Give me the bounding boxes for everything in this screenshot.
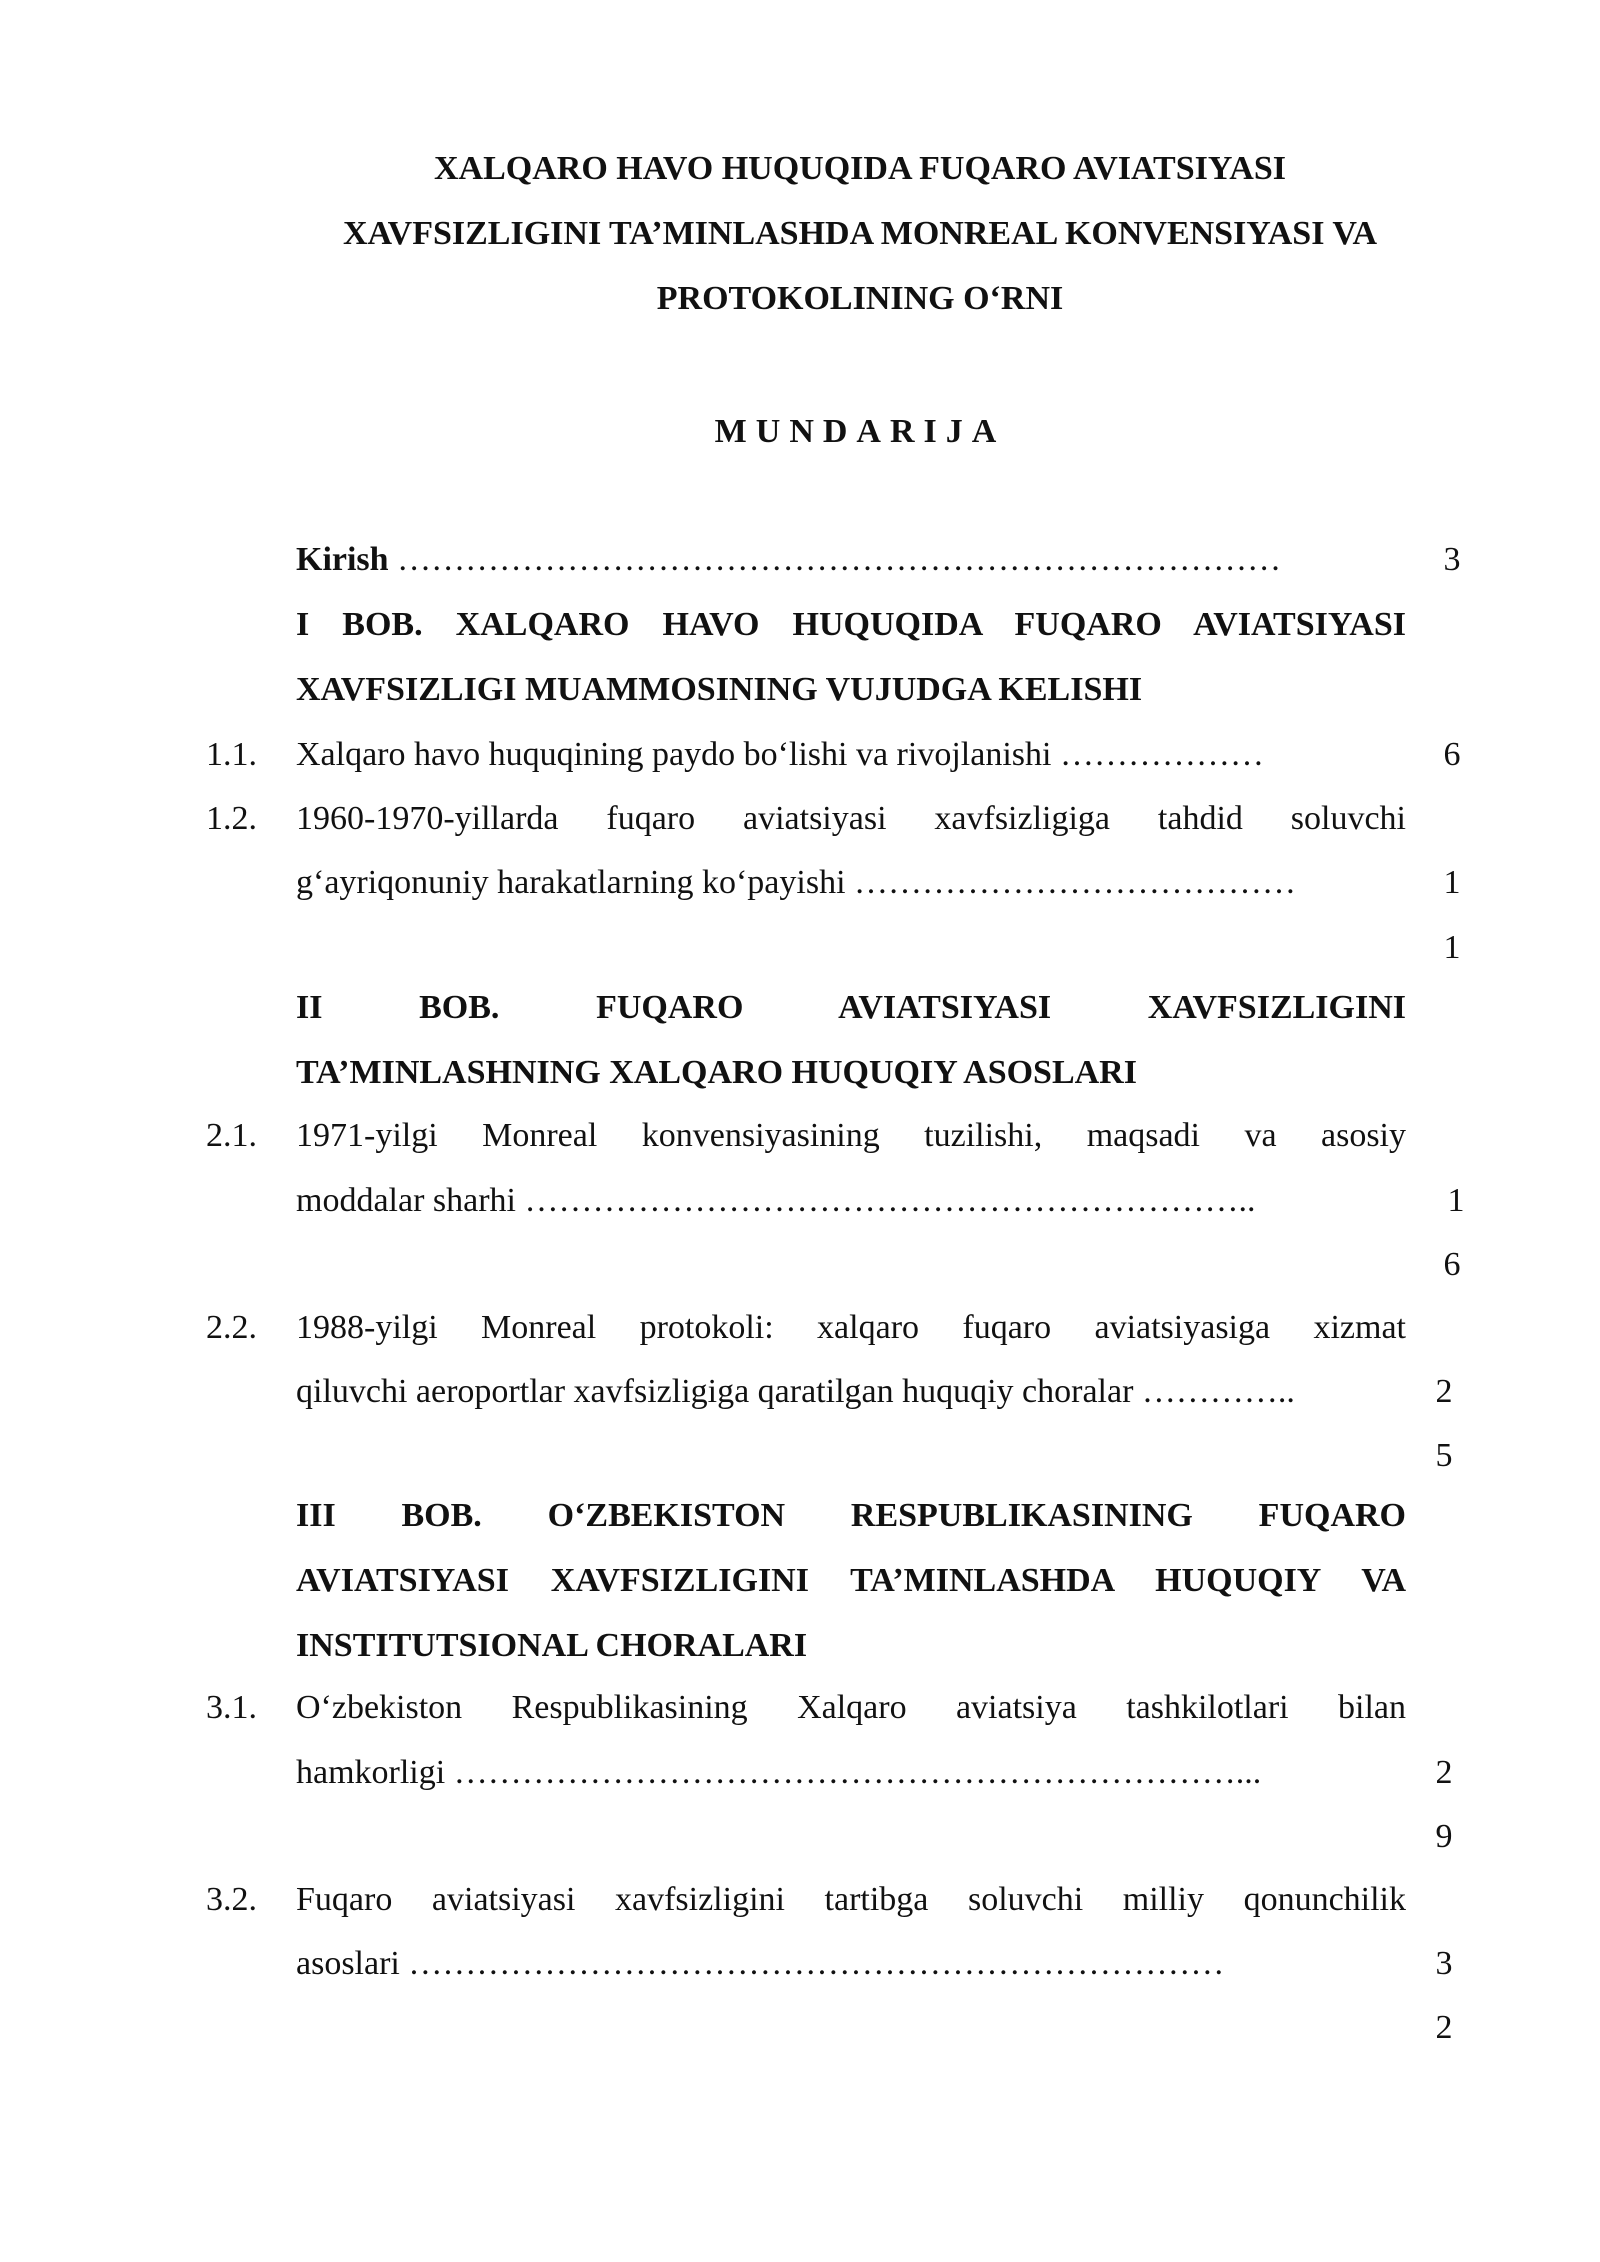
- toc-section-2-2-number: 2.2.: [206, 1309, 257, 1346]
- toc-section-3-1-line-2[interactable]: hamkorligi ……………………………………………………………...: [296, 1754, 1262, 1791]
- toc-chapter-1-line-2[interactable]: XAVFSIZLIGI MUAMMOSINING VUJUDGA KELISHI: [296, 671, 1143, 708]
- toc-chapter-3-line-2[interactable]: AVIATSIYASI XAVFSIZLIGINI TA’MINLASHDA HUQUQIY VA: [296, 1562, 1406, 1599]
- toc-intro-dots: ……………………………………………………………………: [388, 541, 1282, 578]
- toc-heading: MUNDARIJA: [714, 413, 1006, 450]
- toc-section-2-2-line-1[interactable]: 1988-yilgi Monreal protokoli: xalqaro fuqaro aviatsiyasiga xizmat: [296, 1309, 1406, 1346]
- toc-section-2-1-number: 2.1.: [206, 1117, 257, 1154]
- toc-intro-label: Kirish: [296, 541, 389, 578]
- toc-section-1-1-page: 6: [1443, 736, 1461, 773]
- toc-section-1-2-number: 1.2.: [206, 800, 257, 837]
- toc-section-2-1-line-2[interactable]: moddalar sharhi ………………………………………………………..: [296, 1182, 1256, 1219]
- document-title-line-2: XAVFSIZLIGINI TA’MINLASHDA MONREAL KONVENSIYASI VA: [342, 215, 1378, 252]
- toc-section-1-1-number: 1.1.: [206, 736, 257, 773]
- toc-section-1-2-page-digit-2: 1: [1443, 929, 1461, 966]
- toc-entry-intro[interactable]: [296, 541, 1406, 579]
- toc-section-2-2-line-2[interactable]: qiluvchi aeroportlar xavfsizligiga qaratilgan huquqiy choralar …………..: [296, 1373, 1295, 1410]
- toc-section-3-1-line-1[interactable]: O‘zbekiston Respublikasining Xalqaro aviatsiya tashkilotlari bilan: [296, 1689, 1406, 1726]
- toc-section-1-2-line-2[interactable]: g‘ayriqonuniy harakatlarning ko‘payishi …………………………………: [296, 864, 1297, 901]
- toc-section-1-2-page-digit-1: 1: [1443, 864, 1461, 901]
- toc-chapter-1-line-1[interactable]: I BOB. XALQARO HAVO HUQUQIDA FUQARO AVIATSIYASI: [296, 606, 1406, 643]
- toc-section-2-2-page-digit-1: 2: [1435, 1373, 1453, 1410]
- toc-section-3-2-line-2[interactable]: asoslari ………………………………………………………………: [296, 1945, 1225, 1982]
- toc-section-1-2-line-1[interactable]: 1960-1970-yillarda fuqaro aviatsiyasi xavfsizligiga tahdid soluvchi: [296, 800, 1406, 837]
- toc-chapter-3-line-1[interactable]: III BOB. O‘ZBEKISTON RESPUBLIKASINING FUQARO: [296, 1497, 1406, 1534]
- toc-section-2-1-page-digit-1: 1: [1447, 1182, 1465, 1219]
- toc-section-1-1[interactable]: Xalqaro havo huquqining paydo bo‘lishi va rivojlanishi ………………: [296, 736, 1264, 773]
- toc-chapter-2-line-2[interactable]: TA’MINLASHNING XALQARO HUQUQIY ASOSLARI: [296, 1054, 1137, 1091]
- toc-section-3-2-page-digit-1: 3: [1435, 1945, 1453, 1982]
- toc-section-3-1-page-digit-2: 9: [1435, 1818, 1453, 1855]
- toc-section-3-1-number: 3.1.: [206, 1689, 257, 1726]
- document-title-line-1: XALQARO HAVO HUQUQIDA FUQARO AVIATSIYASI: [433, 150, 1286, 187]
- toc-section-3-2-line-1[interactable]: Fuqaro aviatsiyasi xavfsizligini tartibga soluvchi milliy qonunchilik: [296, 1881, 1406, 1918]
- toc-section-2-1-page-digit-2: 6: [1443, 1246, 1461, 1283]
- toc-chapter-3-line-3[interactable]: INSTITUTSIONAL CHORALARI: [296, 1627, 808, 1664]
- toc-section-2-2-page-digit-2: 5: [1435, 1437, 1453, 1474]
- toc-intro-page: 3: [1443, 541, 1461, 578]
- toc-chapter-2-line-1[interactable]: II BOB. FUQARO AVIATSIYASI XAVFSIZLIGINI: [296, 989, 1406, 1026]
- toc-section-3-1-page-digit-1: 2: [1435, 1754, 1453, 1791]
- toc-section-2-1-line-1[interactable]: 1971-yilgi Monreal konvensiyasining tuzilishi, maqsadi va asosiy: [296, 1117, 1406, 1154]
- toc-section-3-2-number: 3.2.: [206, 1881, 257, 1918]
- toc-section-3-2-page-digit-2: 2: [1435, 2009, 1453, 2046]
- document-title-line-3: PROTOKOLINING O‘RNI: [656, 280, 1064, 317]
